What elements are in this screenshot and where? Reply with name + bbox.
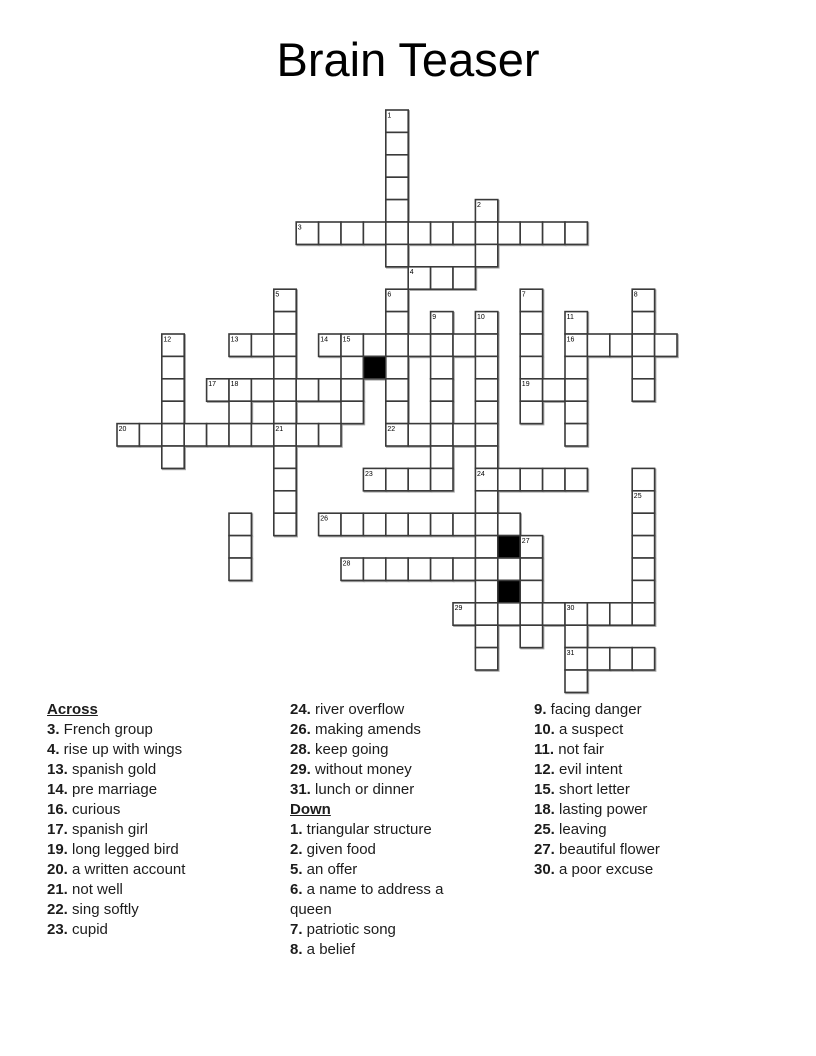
grid-cell	[431, 356, 453, 378]
across-header: Across	[47, 701, 98, 718]
cell-number: 28	[342, 560, 351, 568]
grid-cell	[408, 513, 430, 535]
grid-cell	[565, 670, 587, 692]
grid-cell	[475, 401, 497, 423]
clue-item-across-17: 17. spanish girl	[47, 821, 148, 838]
grid-cell	[162, 379, 184, 401]
grid-cell	[520, 401, 542, 423]
grid-cell	[520, 580, 542, 602]
clue-column-right	[534, 700, 749, 880]
clue-item-across-20: 20. a written account	[47, 861, 186, 878]
grid-cell	[632, 513, 654, 535]
grid-cell	[475, 244, 497, 266]
grid-cell	[319, 379, 341, 401]
grid-cell	[341, 222, 363, 244]
cell-number: 10	[477, 314, 485, 321]
grid-cell	[274, 513, 296, 535]
cell-number: 8	[633, 291, 638, 299]
grid-cell	[251, 334, 273, 356]
grid-cell	[229, 558, 251, 580]
grid-cell	[565, 222, 587, 244]
clue-item-across-29: 29. without money	[290, 761, 412, 778]
grid-cell	[565, 468, 587, 490]
cell-number: 23	[365, 470, 373, 478]
grid-cell	[274, 379, 296, 401]
grid-cell	[408, 468, 430, 490]
grid-cell	[341, 401, 363, 423]
cell-number: 17	[208, 381, 216, 389]
cell-number: 11	[566, 314, 574, 321]
cell-number: 13	[230, 336, 239, 344]
grid-cell	[274, 468, 296, 490]
clue-item-across-24: 24. river overflow	[290, 701, 405, 718]
grid-cell	[386, 468, 408, 490]
grid-cell	[251, 379, 273, 401]
grid-cell	[498, 513, 520, 535]
grid-cell	[543, 603, 565, 625]
grid-cell	[475, 379, 497, 401]
grid-cell	[632, 312, 654, 334]
grid-cell	[475, 648, 497, 670]
grid-cell	[229, 424, 251, 446]
cell-number: 4	[409, 269, 414, 277]
grid-cell	[386, 334, 408, 356]
grid-cell	[475, 558, 497, 580]
grid-cell	[475, 625, 497, 647]
grid-cell	[408, 424, 430, 446]
cell-number: 27	[521, 538, 530, 545]
grid-cell	[565, 625, 587, 647]
down-header: Down	[290, 801, 331, 818]
cell-number: 19	[521, 381, 530, 389]
grid-cell	[520, 603, 542, 625]
cell-number: 14	[320, 336, 328, 344]
grid-cell	[363, 513, 385, 535]
grid-cell	[453, 222, 475, 244]
grid-cell	[498, 222, 520, 244]
grid-cell-black	[498, 536, 520, 558]
clue-item-across-21: 21. not well	[47, 881, 123, 898]
clue-item-across-14: 14. pre marriage	[47, 781, 158, 798]
cell-number: 25	[633, 493, 642, 501]
grid-cell	[498, 603, 520, 625]
grid-cell	[632, 558, 654, 580]
grid-cell	[162, 424, 184, 446]
grid-cell	[431, 267, 453, 289]
grid-cell	[610, 648, 632, 670]
puzzle-title: Brain Teaser	[276, 33, 540, 86]
clue-item-across-19: 19. long legged bird	[47, 841, 179, 858]
grid-cell	[162, 356, 184, 378]
cell-number: 26	[320, 515, 328, 523]
cell-number: 6	[387, 291, 392, 299]
cell-number: 12	[163, 336, 172, 344]
grid-cell	[475, 536, 497, 558]
grid-cell	[386, 177, 408, 199]
grid-cell	[408, 334, 430, 356]
clue-item-down-18: 18. lasting power	[534, 801, 648, 818]
grid-cell	[184, 424, 206, 446]
grid-cell	[565, 379, 587, 401]
grid-cell	[386, 558, 408, 580]
grid-cell	[431, 222, 453, 244]
cell-number: 3	[297, 224, 302, 232]
grid-cell	[520, 356, 542, 378]
cell-number: 7	[521, 291, 526, 299]
grid-cell	[341, 513, 363, 535]
grid-cell	[431, 558, 453, 580]
grid-cell	[408, 558, 430, 580]
grid-cell	[363, 222, 385, 244]
grid-cell	[632, 603, 654, 625]
grid-cell	[431, 513, 453, 535]
clue-item-across-16: 16. curious	[47, 801, 121, 818]
grid-cell	[431, 334, 453, 356]
clue-item-down-8: 8. a belief	[290, 941, 356, 958]
clue-item-down-5: 5. an offer	[290, 861, 358, 878]
grid-cell	[587, 334, 609, 356]
grid-cell	[431, 424, 453, 446]
grid-cell-black	[498, 580, 520, 602]
grid-cell	[296, 379, 318, 401]
grid-cell	[453, 424, 475, 446]
grid-cell	[587, 648, 609, 670]
grid-cell	[565, 424, 587, 446]
clue-item-down-6: 6. a name to address a queen	[290, 881, 444, 918]
grid-cell	[520, 312, 542, 334]
grid-cell	[453, 334, 475, 356]
cell-number: 31	[566, 650, 575, 657]
cell-number: 16	[566, 336, 575, 344]
grid-cell	[520, 334, 542, 356]
grid-cell	[363, 558, 385, 580]
grid-cell	[543, 222, 565, 244]
cell-number: 2	[477, 202, 481, 209]
grid-cell-black	[363, 356, 385, 378]
grid-cell	[475, 513, 497, 535]
grid-cell	[386, 244, 408, 266]
cell-number: 9	[432, 314, 437, 321]
grid-cell	[386, 132, 408, 154]
clue-item-across-23: 23. cupid	[47, 921, 108, 938]
clue-item-down-12: 12. evil intent	[534, 761, 623, 778]
grid-cell	[498, 558, 520, 580]
grid-cell	[475, 424, 497, 446]
grid-cell	[139, 424, 161, 446]
grid-cell	[229, 401, 251, 423]
grid-cell	[520, 625, 542, 647]
clue-item-across-22: 22. sing softly	[47, 901, 139, 918]
clue-item-down-10: 10. a suspect	[534, 721, 624, 738]
grid-cell	[632, 536, 654, 558]
grid-cell	[162, 446, 184, 468]
cell-number: 22	[387, 426, 396, 433]
grid-cell	[565, 356, 587, 378]
grid-cell	[274, 491, 296, 513]
grid-cell	[431, 468, 453, 490]
grid-cell	[386, 401, 408, 423]
grid-cell	[319, 222, 341, 244]
grid-cell	[610, 334, 632, 356]
clue-item-across-31: 31. lunch or dinner	[290, 781, 415, 798]
cell-number: 20	[118, 426, 127, 433]
grid-cell	[655, 334, 677, 356]
clue-item-across-4: 4. rise up with wings	[47, 741, 183, 758]
grid-cell	[543, 468, 565, 490]
grid-cell	[520, 222, 542, 244]
grid-cell	[251, 424, 273, 446]
grid-cell	[319, 424, 341, 446]
grid-cell	[229, 536, 251, 558]
grid-cell	[520, 468, 542, 490]
cell-number: 29	[454, 605, 463, 613]
grid-cell	[475, 603, 497, 625]
clue-item-down-15: 15. short letter	[534, 781, 630, 798]
grid-cell	[632, 356, 654, 378]
grid-cell	[632, 379, 654, 401]
clue-item-down-25: 25. leaving	[534, 821, 607, 838]
grid-cell	[207, 424, 229, 446]
cell-number: 15	[342, 336, 351, 344]
grid-cell	[475, 334, 497, 356]
cell-number: 5	[275, 291, 280, 299]
grid-cell	[475, 491, 497, 513]
clue-column-middle	[290, 700, 468, 960]
clue-item-across-28: 28. keep going	[290, 741, 389, 758]
grid-cell	[475, 222, 497, 244]
clue-item-down-27: 27. beautiful flower	[534, 841, 660, 858]
grid-cell	[229, 513, 251, 535]
grid-cell	[386, 200, 408, 222]
clue-item-down-1: 1. triangular structure	[290, 821, 432, 838]
grid-cell	[274, 446, 296, 468]
clue-item-down-11: 11. not fair	[534, 741, 605, 758]
grid-cell	[386, 312, 408, 334]
grid-cell	[565, 401, 587, 423]
grid-cell	[610, 603, 632, 625]
grid-cell	[274, 356, 296, 378]
grid-cell	[431, 401, 453, 423]
cell-number: 30	[566, 605, 575, 613]
clue-item-across-3: 3. French group	[47, 721, 153, 738]
grid-cell	[363, 334, 385, 356]
grid-cell	[386, 222, 408, 244]
grid-cell	[475, 580, 497, 602]
grid-cell	[408, 222, 430, 244]
cell-number: 24	[477, 470, 485, 478]
grid-cell	[386, 356, 408, 378]
clue-item-across-26: 26. making amends	[290, 721, 421, 738]
grid-cell	[498, 468, 520, 490]
grid-cell	[274, 312, 296, 334]
cell-number: 1	[387, 112, 392, 120]
grid-cell	[453, 513, 475, 535]
grid-cell	[587, 603, 609, 625]
grid-cell	[431, 379, 453, 401]
grid-cell	[386, 155, 408, 177]
grid-cell	[453, 267, 475, 289]
grid-cell	[431, 446, 453, 468]
grid-cell	[475, 446, 497, 468]
grid-cell	[274, 401, 296, 423]
grid-cell	[632, 580, 654, 602]
grid-cell	[386, 513, 408, 535]
grid-cell	[543, 379, 565, 401]
clue-item-down-2: 2. given food	[290, 841, 376, 858]
grid-cell	[341, 356, 363, 378]
clue-item-down-7: 7. patriotic song	[290, 921, 396, 938]
grid-cell	[520, 558, 542, 580]
clue-item-down-30: 30. a poor excuse	[534, 861, 654, 878]
grid-cell	[475, 356, 497, 378]
grid-cell	[632, 648, 654, 670]
grid-cell	[632, 334, 654, 356]
cell-number: 18	[230, 381, 239, 389]
clue-column-left	[47, 700, 287, 940]
grid-cell	[453, 558, 475, 580]
grid-cell	[162, 401, 184, 423]
grid-cell	[296, 424, 318, 446]
clue-item-down-9: 9. facing danger	[534, 701, 642, 718]
clue-item-across-13: 13. spanish gold	[47, 761, 157, 778]
cell-number: 21	[275, 426, 284, 433]
grid-cell	[632, 468, 654, 490]
grid-cell	[341, 379, 363, 401]
grid-cell	[274, 334, 296, 356]
grid-cell	[386, 379, 408, 401]
